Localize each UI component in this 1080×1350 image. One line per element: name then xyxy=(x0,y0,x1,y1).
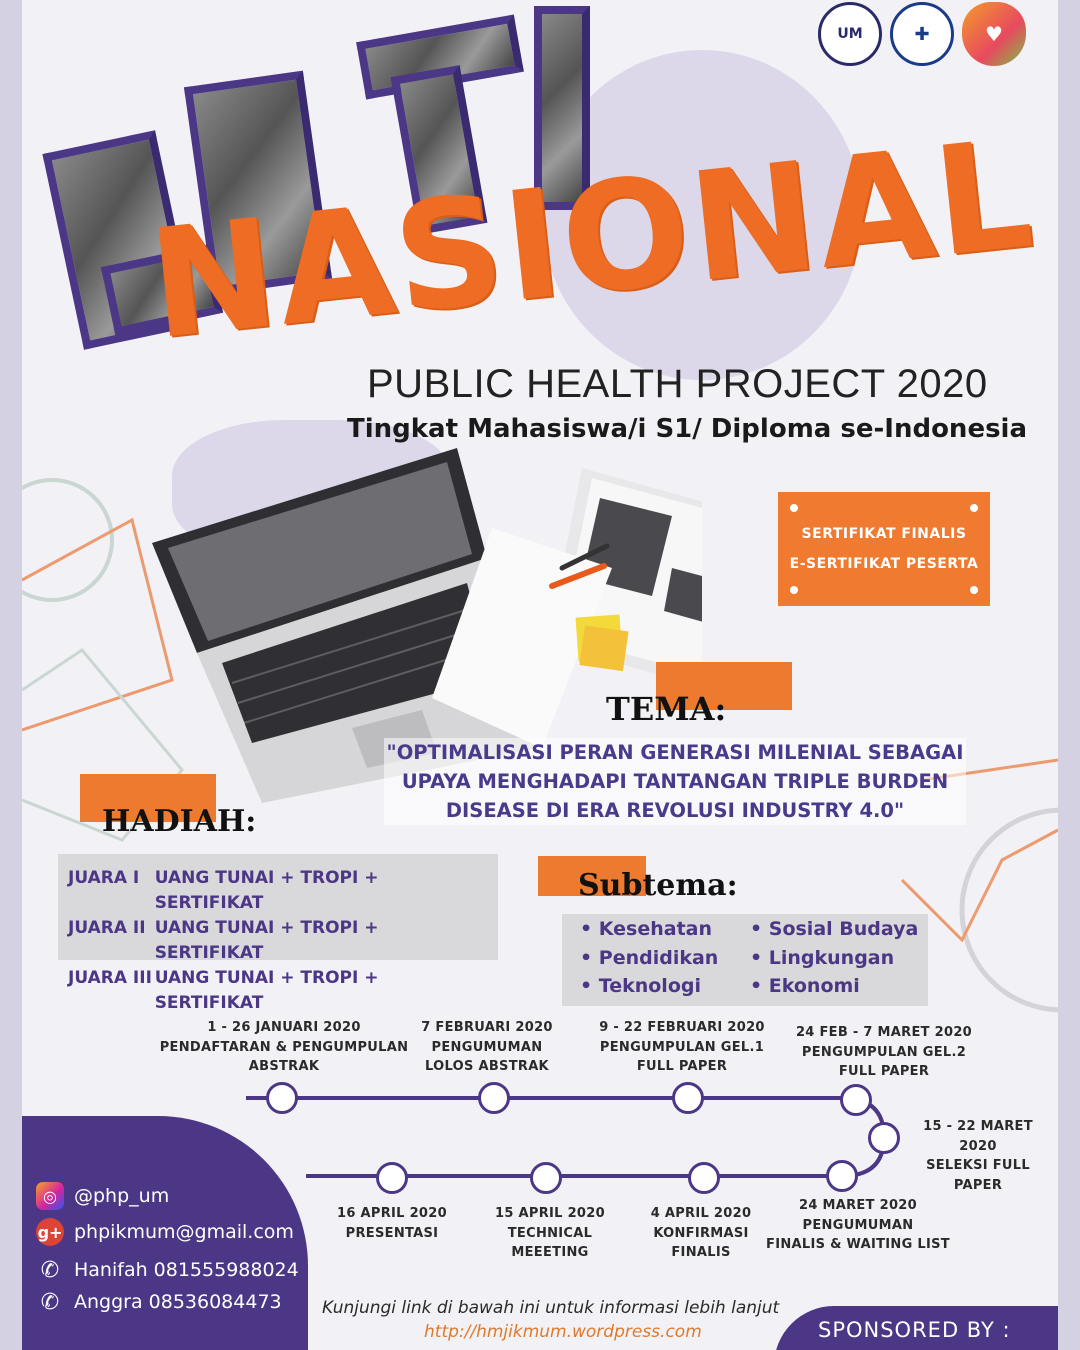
event-date: 9 - 22 FEBRUARI 2020 xyxy=(599,1020,765,1035)
subtema-item: • Ekonomi xyxy=(750,975,930,1002)
sponsored-by: SPONSORED BY : xyxy=(774,1306,1058,1350)
timeline-node xyxy=(478,1082,510,1114)
corner-dot xyxy=(970,586,978,594)
event-label: PENGUMUMAN xyxy=(431,1039,543,1055)
timeline-node xyxy=(266,1082,298,1114)
event-date: 15 APRIL 2020 xyxy=(495,1206,605,1221)
hadiah-box xyxy=(58,854,498,1013)
event-date: 15 - 22 MARET 2020 xyxy=(923,1119,1033,1154)
timeline-event xyxy=(152,1018,416,1077)
university-logo: UM xyxy=(818,2,882,66)
tema-heading: TEMA: xyxy=(606,690,727,728)
timeline-node xyxy=(688,1162,720,1194)
certificate-box xyxy=(778,492,990,606)
timeline-node xyxy=(376,1162,408,1194)
corner-dot xyxy=(970,504,978,512)
timeline-line-top xyxy=(246,1096,856,1100)
email-address: phpikmum@gmail.com xyxy=(74,1221,294,1243)
timeline-node xyxy=(672,1082,704,1114)
prize-rank: JUARA III xyxy=(68,968,152,988)
prize-rank: JUARA II xyxy=(68,918,146,938)
event-label: LOLOS ABSTRAK xyxy=(425,1059,549,1074)
prize-row xyxy=(68,866,488,916)
event-date: 7 FEBRUARI 2020 xyxy=(421,1020,553,1035)
event-label: ABSTRAK xyxy=(248,1059,320,1074)
timeline-event xyxy=(592,1018,772,1077)
event-label: FINALIS & WAITING LIST xyxy=(766,1237,950,1252)
subtema-box xyxy=(562,914,928,1006)
phone-number: Hanifah 081555988024 xyxy=(74,1259,299,1281)
event-date: 1 - 26 JANUARI 2020 xyxy=(207,1020,361,1035)
timeline-event xyxy=(636,1204,766,1263)
instagram-handle: @php_um xyxy=(74,1185,170,1207)
subtema-item: • Teknologi xyxy=(580,975,750,1002)
prize-row xyxy=(68,966,488,1016)
event-label: FULL PAPER xyxy=(636,1059,728,1074)
prize-text: UANG TUNAI + TROPI + SERTIFIKAT xyxy=(154,968,379,1013)
phone-icon: ✆ xyxy=(40,1289,60,1315)
website-link[interactable]: http://hmjikmum.wordpress.com xyxy=(424,1322,702,1342)
event-date: 24 MARET 2020 xyxy=(799,1198,917,1213)
contact-phone-1[interactable] xyxy=(36,1256,299,1284)
page-title: PUBLIC HEALTH PROJECT 2020 xyxy=(367,362,988,406)
subtema-item: • Kesehatan xyxy=(580,918,750,945)
subtema-item: • Sosial Budaya xyxy=(750,918,930,945)
timeline-event xyxy=(902,1117,1054,1195)
poster xyxy=(22,0,1058,1350)
info-text: Kunjungi link di bawah ini untuk informasi lebih lanjut xyxy=(322,1298,780,1318)
event-label: SELEKSI FULL xyxy=(926,1158,1030,1173)
event-date: 16 APRIL 2020 xyxy=(337,1206,447,1221)
event-label: MEEETING xyxy=(511,1245,589,1260)
timeline-node xyxy=(826,1160,858,1192)
timeline-event xyxy=(484,1204,616,1263)
prize-text: UANG TUNAI + TROPI + SERTIFIKAT xyxy=(154,918,379,963)
hadiah-heading: HADIAH: xyxy=(102,804,257,839)
prize-row xyxy=(68,916,488,966)
contact-phone-2[interactable] xyxy=(36,1288,282,1316)
contact-instagram[interactable] xyxy=(36,1182,169,1210)
event-label: PENDAFTARAN & PENGUMPULAN xyxy=(159,1039,409,1055)
corner-dot xyxy=(790,504,798,512)
instagram-icon: ◎ xyxy=(36,1182,64,1210)
timeline-node xyxy=(530,1162,562,1194)
apple-logo: ♥ xyxy=(962,2,1026,66)
event-date: 24 FEB - 7 MARET 2020 xyxy=(795,1025,973,1040)
nasional-heading: NASIONAL xyxy=(142,107,1042,374)
event-label: PRESENTASI xyxy=(345,1225,439,1241)
certificate-finalis: SERTIFIKAT FINALIS xyxy=(801,526,967,542)
phone-number: Anggra 08536084473 xyxy=(74,1291,282,1313)
certificate-peserta: E-SERTIFIKAT PESERTA xyxy=(789,556,979,572)
subtema-heading: Subtema: xyxy=(578,868,738,903)
timeline-event xyxy=(762,1196,954,1255)
event-label: TECHNICAL xyxy=(507,1225,593,1241)
ikm-logo: ✚ xyxy=(890,2,954,66)
event-label: PENGUMPULAN GEL.2 xyxy=(801,1044,967,1060)
corner-dot xyxy=(790,586,798,594)
subtema-item: • Pendidikan xyxy=(580,947,750,974)
tema-text: "OPTIMALISASI PERAN GENERASI MILENIAL SEBAGAI UPAYA MENGHADAPI TANTANGAN TRIPLE BURDEN DISEASE DI ERA REVOLUSI INDUSTRY 4.0" xyxy=(384,738,966,825)
event-label: PENGUMUMAN xyxy=(802,1217,914,1233)
event-label: FINALIS xyxy=(671,1245,731,1260)
event-label: PAPER xyxy=(953,1177,1003,1193)
timeline-event xyxy=(412,1018,562,1077)
prize-rank: JUARA I xyxy=(68,868,140,888)
event-label: KONFIRMASI xyxy=(653,1225,749,1241)
google-plus-icon: g+ xyxy=(36,1218,64,1246)
contact-email[interactable] xyxy=(36,1218,294,1246)
event-label: PENGUMPULAN GEL.1 xyxy=(599,1039,765,1055)
subtema-item: • Lingkungan xyxy=(750,947,930,974)
timeline-node xyxy=(840,1084,872,1116)
phone-icon: ✆ xyxy=(40,1257,60,1283)
timeline-event xyxy=(792,1023,976,1082)
prize-text: UANG TUNAI + TROPI + SERTIFIKAT xyxy=(154,868,379,913)
timeline-event xyxy=(328,1204,456,1243)
timeline-node xyxy=(868,1122,900,1154)
event-date: 4 APRIL 2020 xyxy=(650,1206,752,1221)
lkt-text xyxy=(22,0,23,1)
event-label: FULL PAPER xyxy=(838,1064,930,1079)
page-subtitle: Tingkat Mahasiswa/i S1/ Diploma se-Indonesia xyxy=(347,414,1028,444)
